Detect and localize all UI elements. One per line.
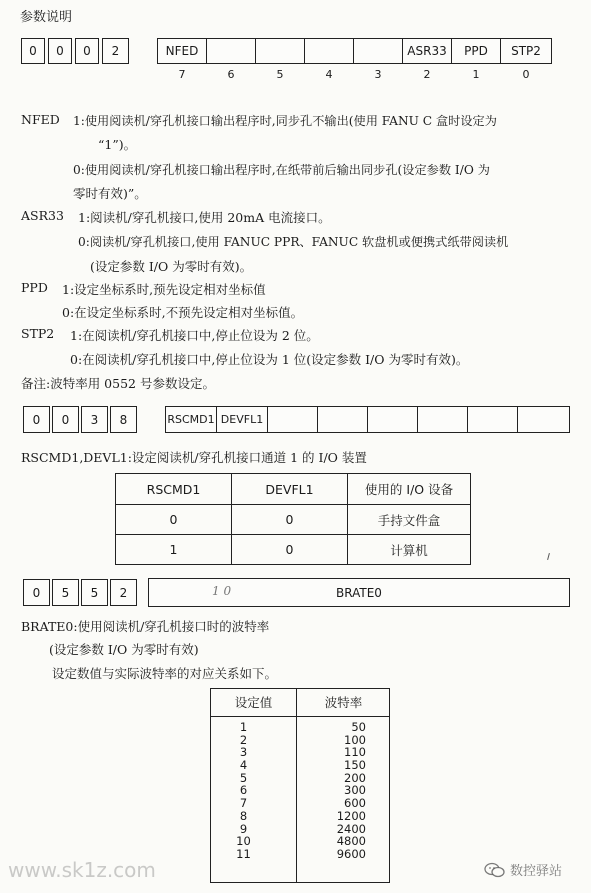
bit-cell bbox=[304, 38, 354, 64]
table-header: 设定值 bbox=[234, 695, 273, 710]
bit-cell bbox=[267, 406, 318, 433]
table-row bbox=[116, 535, 471, 565]
baud-rate-value: 100 bbox=[344, 732, 366, 747]
setting-value: 5 bbox=[239, 770, 248, 785]
handwritten-note: 1 0 bbox=[212, 584, 232, 598]
baud-rate-value: 4800 bbox=[336, 834, 366, 849]
description-line: 0:在设定坐标系时,不预先设定相对坐标值。 bbox=[62, 305, 304, 320]
param-0552-description: (设定参数 I/O 为零时有效) bbox=[49, 642, 199, 657]
stray-mark bbox=[547, 553, 550, 560]
param-digit: 5 bbox=[52, 579, 79, 606]
baud-rate-value: 600 bbox=[344, 796, 366, 811]
param-0552-description: 设定数值与实际波特率的对应关系如下。 bbox=[52, 666, 278, 681]
baud-rate-value: 200 bbox=[344, 770, 366, 785]
table-cell: 0 bbox=[232, 505, 348, 535]
baud-rate-value: 50 bbox=[351, 720, 366, 734]
table-cell: 计算机 bbox=[348, 535, 471, 565]
baud-rate-value: 150 bbox=[344, 758, 366, 773]
table-header: 波特率 bbox=[324, 695, 363, 710]
setting-value: 8 bbox=[239, 808, 248, 823]
bit-cell bbox=[417, 406, 468, 433]
bit-cell bbox=[367, 406, 418, 433]
bit-cell: STP2 bbox=[500, 38, 552, 64]
io-device-table bbox=[115, 473, 471, 565]
description-line: 1:使用阅读机/穿孔机接口输出程序时,同步孔不输出(使用 FANU C 盒时设定为 bbox=[73, 114, 497, 128]
bit-number: 7 bbox=[178, 68, 186, 81]
bit-number: 3 bbox=[374, 68, 382, 81]
description-line: 1:设定坐标系时,预先设定相对坐标值 bbox=[62, 282, 266, 297]
bit-cell: DEVFL1 bbox=[216, 406, 268, 433]
note: 备注:波特率用 0552 号参数设定。 bbox=[21, 376, 215, 391]
description-line: (设定参数 I/O 为零时有效)。 bbox=[90, 259, 253, 274]
baud-rate-value: 1200 bbox=[336, 808, 366, 823]
bit-name-nfed: NFED bbox=[21, 112, 60, 127]
table-header: DEVFL1 bbox=[232, 474, 348, 505]
baud-rate-value: 300 bbox=[344, 783, 366, 798]
param-digit: 0 bbox=[23, 406, 50, 433]
param-digit: 2 bbox=[110, 579, 137, 606]
setting-value-column bbox=[211, 721, 276, 882]
setting-value: 3 bbox=[239, 745, 248, 760]
description-line: 1:阅读机/穿孔机接口,使用 20mA 电流接口。 bbox=[78, 210, 331, 225]
bit-number: 5 bbox=[276, 68, 284, 81]
description-line: 1:在阅读机/穿孔机接口中,停止位设为 2 位。 bbox=[70, 328, 319, 343]
bit-cell bbox=[206, 38, 256, 64]
watermark-brand-text: 数控驿站 bbox=[510, 864, 563, 879]
baud-rate-value: 9600 bbox=[336, 846, 366, 861]
table-header: RSCMD1 bbox=[116, 474, 232, 505]
param-digit: 0 bbox=[21, 38, 45, 64]
description-line: 0:使用阅读机/穿孔机接口输出程序时,在纸带前后输出同步孔(设定参数 I/O 为 bbox=[73, 163, 490, 177]
table-row bbox=[116, 505, 471, 535]
setting-value: 6 bbox=[239, 783, 248, 798]
bit-cell bbox=[255, 38, 305, 64]
description-line: 0:阅读机/穿孔机接口,使用 FANUC PPR、FANUC 软盘机或便携式纸带阅读机 bbox=[78, 235, 509, 249]
baud-rate-table bbox=[210, 688, 390, 883]
param-digit: 8 bbox=[110, 406, 137, 433]
setting-value: 2 bbox=[239, 732, 248, 747]
description-line: 0:在阅读机/穿孔机接口中,停止位设为 1 位(设定参数 I/O 为零时有效)。 bbox=[70, 352, 469, 367]
setting-value: 10 bbox=[236, 834, 251, 849]
description-line: “1”)。 bbox=[98, 137, 137, 152]
table-cell: 0 bbox=[116, 505, 232, 535]
setting-value: 1 bbox=[239, 720, 248, 734]
bit-name-ppd: PPD bbox=[21, 280, 48, 295]
param-digit: 0 bbox=[52, 406, 79, 433]
param-digit: 5 bbox=[81, 579, 108, 606]
param-digit: 0 bbox=[75, 38, 99, 64]
bit-cell: RSCMD1 bbox=[165, 406, 217, 433]
description-line: 零时有效)”。 bbox=[73, 186, 147, 201]
bit-cell: PPD bbox=[451, 38, 501, 64]
param-digit: 0 bbox=[48, 38, 72, 64]
param-0552-description: BRATE0:使用阅读机/穿孔机接口时的波特率 bbox=[21, 619, 270, 634]
watermark-url: www.sk1z.com bbox=[8, 858, 156, 882]
setting-value: 7 bbox=[239, 796, 248, 811]
bit-number: 2 bbox=[423, 68, 431, 81]
bit-number: 4 bbox=[325, 68, 333, 81]
baud-rate-value: 110 bbox=[344, 745, 366, 760]
page-title: 参数说明 bbox=[20, 10, 73, 25]
bit-number: 0 bbox=[522, 68, 530, 81]
param-digit: 0 bbox=[23, 579, 50, 606]
bit-name-stp2: STP2 bbox=[21, 326, 55, 341]
bit-cell bbox=[517, 406, 570, 433]
bit-cell bbox=[353, 38, 403, 64]
table-cell: 手持文件盒 bbox=[348, 505, 471, 535]
bit-number: 1 bbox=[472, 68, 480, 81]
bit-cell bbox=[467, 406, 518, 433]
param-digit: 2 bbox=[102, 38, 129, 64]
table-header: 使用的 I/O 设备 bbox=[348, 474, 471, 505]
wechat-icon bbox=[484, 862, 506, 878]
bit-cell: ASR33 bbox=[402, 38, 452, 64]
bit-number: 6 bbox=[227, 68, 235, 81]
watermark-brand bbox=[484, 860, 562, 879]
field-label: BRATE0 bbox=[336, 585, 382, 600]
bit-cell bbox=[317, 406, 368, 433]
table-cell: 0 bbox=[232, 535, 348, 565]
setting-value: 4 bbox=[239, 758, 248, 773]
setting-value: 9 bbox=[239, 821, 248, 836]
bit-name-asr33: ASR33 bbox=[21, 208, 64, 223]
bit-cell: NFED bbox=[157, 38, 207, 64]
baud-rate-value: 2400 bbox=[336, 821, 366, 836]
param-0038-caption: RSCMD1,DEVL1:设定阅读机/穿孔机接口通道 1 的 I/O 装置 bbox=[21, 450, 367, 465]
table-cell: 1 bbox=[116, 535, 232, 565]
param-digit: 3 bbox=[81, 406, 108, 433]
setting-value: 11 bbox=[236, 846, 251, 861]
baud-rate-column bbox=[296, 721, 366, 882]
